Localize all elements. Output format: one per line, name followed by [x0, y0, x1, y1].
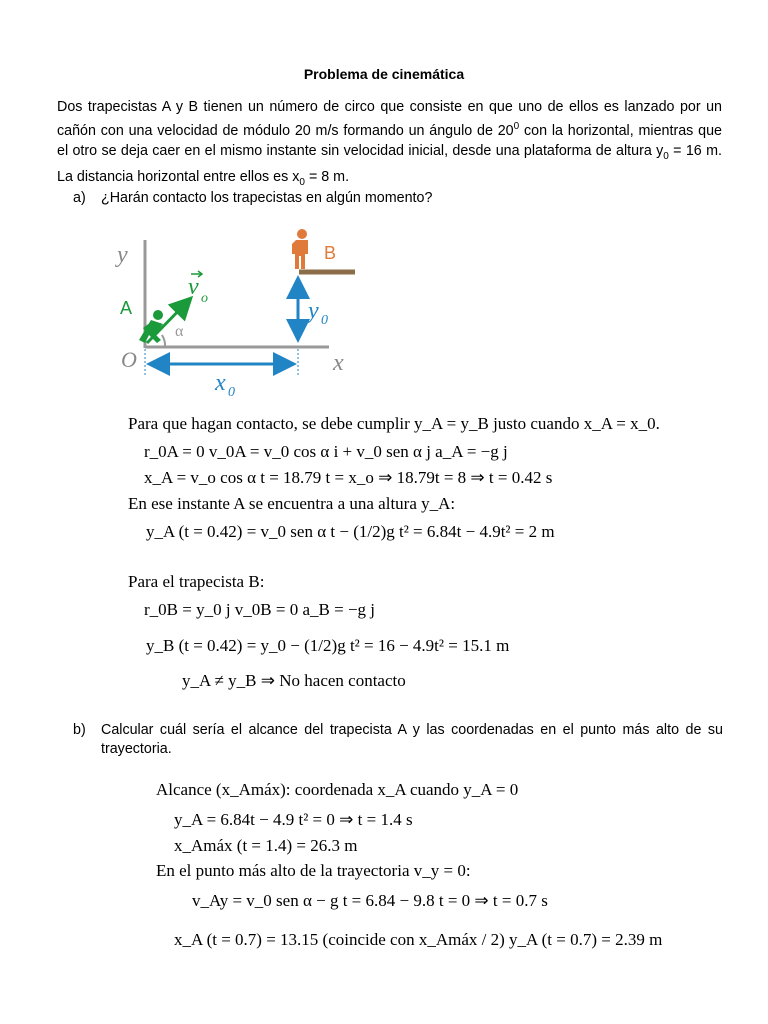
y0-sub-label: 0: [321, 313, 328, 328]
v0-sub-label: o: [201, 291, 208, 306]
solution-a-line-6: y_B (t = 0.42) = y_0 − (1/2)g t² = 16 − 4.9t² = 15.1 m: [146, 636, 510, 655]
x0-sub-label: 0: [228, 385, 235, 400]
x-axis-label: x: [333, 350, 344, 376]
y-axis-label: y: [117, 242, 128, 268]
problem-statement: [57, 97, 722, 192]
intro-part-3: = 16 m. La distancia horizontal entre ellos es x: [57, 142, 722, 185]
x0-label: x: [215, 370, 226, 396]
solution-a-condition: Para que hagan contacto, se debe cumplir y_A = y_B justo cuando x_A = x_0.: [128, 414, 660, 433]
solution-b-line-2: y_A = 6.84t − 4.9 t² = 0 ⇒ t = 1.4 s: [174, 810, 413, 829]
solution-a-line-3: En ese instante A se encuentra a una altura y_A:: [128, 494, 456, 513]
v0-label: v: [188, 274, 199, 300]
page-title: Problema de cinemática: [303, 66, 465, 82]
solution-b-line-4: En el punto más alto de la trayectoria v_y = 0:: [156, 861, 471, 880]
intro-part-4: = 8 m.: [304, 168, 350, 185]
question-b-label: b): [73, 722, 86, 738]
solution-b-line-5: v_Ay = v_0 sen α − g t = 6.84 − 9.8 t = 0 ⇒ t = 0.7 s: [192, 891, 548, 910]
alpha-arc: [162, 335, 165, 347]
solution-a-line-5: r_0B = y_0 j v_0B = 0 a_B = −g j: [144, 600, 376, 619]
intro-part-2: con la horizontal, mientras que el otro se deja caer en el mismo instante sin velocidad inicial, desde una plataforma de altura y: [57, 122, 722, 159]
solution-b-heading: Para el trapecista B:: [128, 572, 265, 591]
intro-sub-2: 0: [663, 150, 669, 162]
y0-label: y: [308, 298, 319, 324]
intro-sup-1: 0: [513, 121, 520, 132]
solution-a-line-2: x_A = v_o cos α t = 18.79 t = x_o ⇒ 18.79t = 8 ⇒ t = 0.42 s: [144, 468, 553, 487]
intro-sub-3: 0: [299, 176, 305, 188]
question-b-text: Calcular cuál sería el alcance del trapecista A y las coordenadas en el punto más alto de su trayectoria.: [101, 722, 723, 757]
label-a: A: [120, 298, 133, 318]
solution-b-line-6: x_A (t = 0.7) = 13.15 (coincide con x_Amáx / 2) y_A (t = 0.7) = 2.39 m: [174, 930, 663, 949]
solution-b-line-1: Alcance (x_Amáx): coordenada x_A cuando y_A = 0: [156, 780, 519, 799]
origin-label: O: [121, 347, 137, 372]
solution-a-line-1: r_0A = 0 v_0A = v_0 cos α i + v_0 sen α j a_A = −g j: [144, 442, 508, 461]
solution-a-line-4: y_A (t = 0.42) = v_0 sen α t − (1/2)g t² = 6.84t − 4.9t² = 2 m: [146, 522, 555, 541]
question-b: [73, 721, 723, 761]
label-b: B: [324, 243, 337, 263]
solution-b-line-3: x_Amáx (t = 1.4) = 26.3 m: [174, 836, 358, 855]
question-a: [73, 189, 723, 209]
solution-a-line-7: y_A ≠ y_B ⇒ No hacen contacto: [182, 671, 406, 690]
person-b-icon: [292, 229, 308, 269]
question-a-text: ¿Harán contacto los trapecistas en algún momento?: [101, 190, 433, 206]
question-a-label: a): [73, 190, 86, 206]
trapeze-diagram: [105, 222, 365, 400]
intro-part-1: Dos trapecistas A y B tienen un número de circo que consiste en que uno de ellos es lanzado por un cañón con una velocidad de módulo 20 m/s formando un ángulo de 20: [57, 99, 722, 139]
alpha-label: α: [175, 323, 184, 340]
